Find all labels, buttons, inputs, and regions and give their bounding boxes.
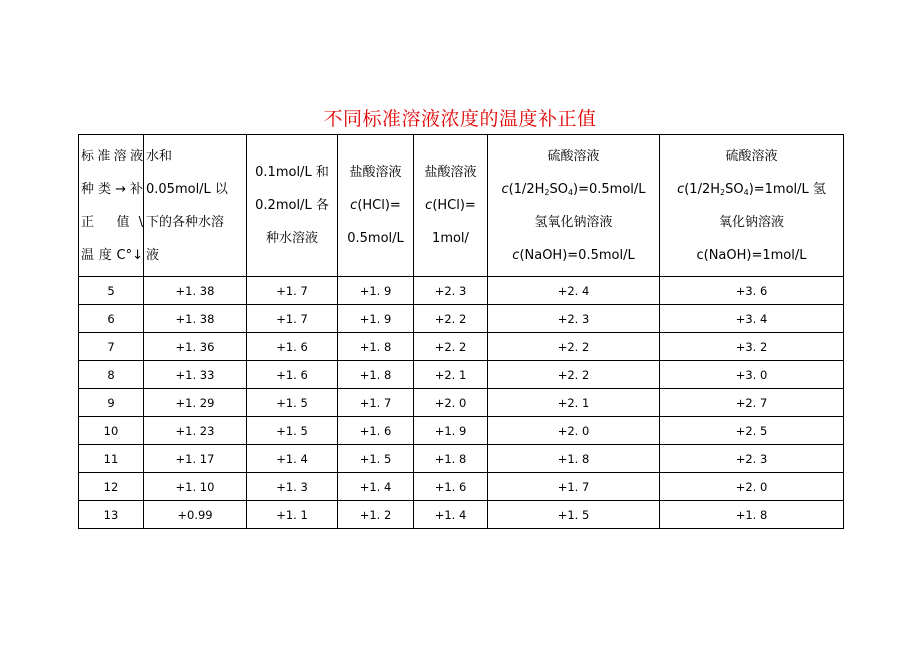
table-row <box>79 445 844 473</box>
temperature-cell: 11 <box>79 445 144 473</box>
value-cell: +1. 4 <box>338 473 414 501</box>
header-text: 液 <box>146 247 160 263</box>
value-cell: +2. 1 <box>488 389 660 417</box>
value-cell: +2. 5 <box>660 417 844 445</box>
header-cell-h2so4-naoh-1 <box>660 135 844 277</box>
value-cell: +2. 3 <box>414 277 488 305</box>
header-cell-h2so4-naoh-0-5 <box>488 135 660 277</box>
header-text: 0.1mol/L 和 <box>255 165 329 180</box>
table-row <box>79 333 844 361</box>
table-row <box>79 305 844 333</box>
value-cell: +3. 0 <box>660 361 844 389</box>
value-cell: +1. 23 <box>144 417 247 445</box>
header-text: c(HCl)= <box>350 198 401 213</box>
value-cell: +1. 29 <box>144 389 247 417</box>
table-row <box>79 389 844 417</box>
header-text: 水和 <box>146 148 173 164</box>
value-cell: +2. 7 <box>660 389 844 417</box>
value-cell: +2. 2 <box>414 305 488 333</box>
value-cell: +1. 6 <box>414 473 488 501</box>
header-text: 氢氧化钠溶液 <box>534 214 613 230</box>
page-title: 不同标准溶液浓度的温度补正值 <box>323 108 597 130</box>
header-text: 0.2mol/L 各 <box>255 198 329 213</box>
value-cell: +1. 7 <box>338 389 414 417</box>
value-cell: +3. 2 <box>660 333 844 361</box>
header-text: c(HCl)= <box>425 198 476 213</box>
header-cell-category <box>79 135 144 277</box>
value-cell: +1. 2 <box>338 501 414 529</box>
header-text: 正 值\ <box>81 214 143 230</box>
value-cell: +1. 7 <box>488 473 660 501</box>
table-row <box>79 473 844 501</box>
header-text: 0.05mol/L 以 <box>146 181 228 197</box>
value-cell: +1. 5 <box>247 417 338 445</box>
temperature-cell: 13 <box>79 501 144 529</box>
temperature-cell: 5 <box>79 277 144 305</box>
value-cell: +2. 2 <box>488 333 660 361</box>
header-text: 硫酸溶液 <box>725 148 778 164</box>
table-row <box>79 501 844 529</box>
header-text: 标准溶液 <box>81 148 143 164</box>
table-row <box>79 417 844 445</box>
value-cell: +1. 6 <box>338 417 414 445</box>
value-cell: +2. 1 <box>414 361 488 389</box>
value-cell: +1. 9 <box>338 305 414 333</box>
value-cell: +2. 4 <box>488 277 660 305</box>
header-text: $c(1/2H_2SO_4)=1mol/L$ 氢 <box>677 181 826 197</box>
header-text: 温度C°↓ <box>81 247 143 263</box>
value-cell: +1. 4 <box>247 445 338 473</box>
header-text: 盐酸溶液 <box>424 165 477 180</box>
header-cell-hcl-1 <box>414 135 488 277</box>
header-cell-hcl-0-5 <box>338 135 414 277</box>
header-text: 氧化钠溶液 <box>718 214 784 230</box>
temperature-correction-table <box>78 134 844 529</box>
value-cell: +1. 8 <box>488 445 660 473</box>
temperature-cell: 9 <box>79 389 144 417</box>
value-cell: +1. 8 <box>414 445 488 473</box>
temperature-cell: 8 <box>79 361 144 389</box>
value-cell: +1. 8 <box>338 333 414 361</box>
value-cell: +1. 3 <box>247 473 338 501</box>
temperature-cell: 10 <box>79 417 144 445</box>
header-text: 1mol/ <box>432 231 469 246</box>
header-text: 盐酸溶液 <box>349 165 402 180</box>
value-cell: +0.99 <box>144 501 247 529</box>
temperature-cell: 6 <box>79 305 144 333</box>
value-cell: +1. 9 <box>338 277 414 305</box>
value-cell: +2. 0 <box>414 389 488 417</box>
value-cell: +1. 6 <box>247 361 338 389</box>
value-cell: +2. 2 <box>414 333 488 361</box>
header-text: c(NaOH)=0.5mol/L <box>512 247 635 263</box>
value-cell: +1. 33 <box>144 361 247 389</box>
value-cell: +1. 17 <box>144 445 247 473</box>
value-cell: +1. 36 <box>144 333 247 361</box>
value-cell: +1. 8 <box>660 501 844 529</box>
value-cell: +1. 5 <box>338 445 414 473</box>
header-cell-0-1-0-2mol <box>247 135 338 277</box>
value-cell: +1. 38 <box>144 277 247 305</box>
value-cell: +2. 2 <box>488 361 660 389</box>
value-cell: +3. 6 <box>660 277 844 305</box>
header-text: 种类→补 <box>81 181 143 197</box>
value-cell: +3. 4 <box>660 305 844 333</box>
header-text: 下的各种水溶 <box>146 214 225 230</box>
header-text: $c(1/2H_2SO_4)=0.5mol/L$ <box>501 181 646 197</box>
value-cell: +2. 0 <box>660 473 844 501</box>
value-cell: +1. 5 <box>488 501 660 529</box>
value-cell: +1. 7 <box>247 277 338 305</box>
value-cell: +1. 9 <box>414 417 488 445</box>
value-cell: +2. 3 <box>660 445 844 473</box>
value-cell: +1. 6 <box>247 333 338 361</box>
table-row <box>79 361 844 389</box>
value-cell: +1. 1 <box>247 501 338 529</box>
header-text: 硫酸溶液 <box>547 148 600 164</box>
value-cell: +1. 38 <box>144 305 247 333</box>
header-text: 0.5mol/L <box>347 231 404 246</box>
header-cell-water <box>144 135 247 277</box>
value-cell: +1. 7 <box>247 305 338 333</box>
value-cell: +1. 10 <box>144 473 247 501</box>
value-cell: +1. 8 <box>338 361 414 389</box>
value-cell: +2. 3 <box>488 305 660 333</box>
header-text: 种水溶液 <box>265 231 318 246</box>
temperature-cell: 7 <box>79 333 144 361</box>
value-cell: +2. 0 <box>488 417 660 445</box>
header-text: c(NaOH)=1mol/L <box>696 247 807 263</box>
value-cell: +1. 4 <box>414 501 488 529</box>
table-row <box>79 277 844 305</box>
table-header-row <box>79 135 844 277</box>
value-cell: +1. 5 <box>247 389 338 417</box>
temperature-cell: 12 <box>79 473 144 501</box>
